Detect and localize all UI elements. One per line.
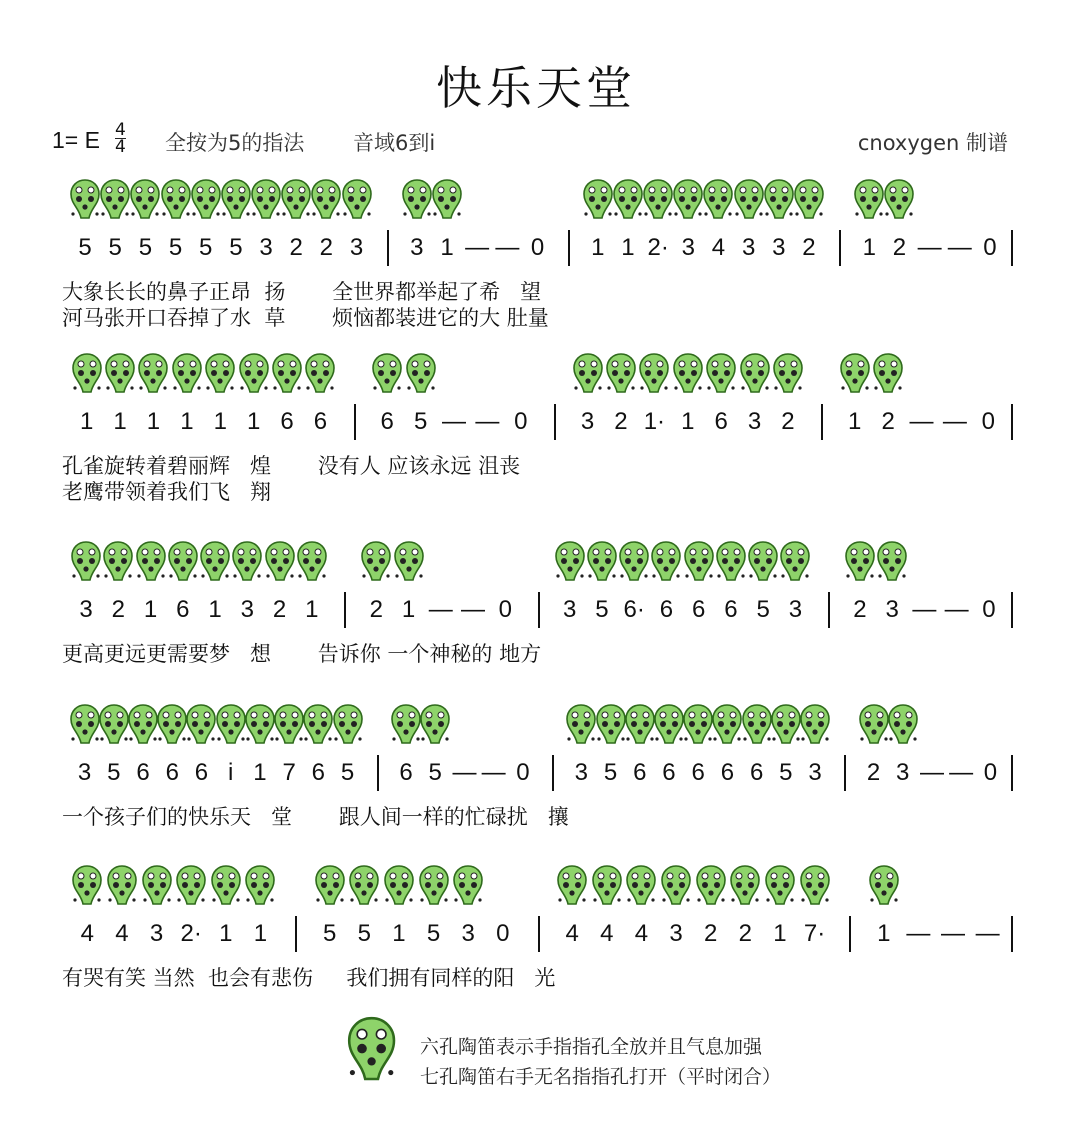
note: 6 (399, 759, 413, 786)
note: — (975, 920, 1000, 947)
ocarina-fingering-icon (839, 352, 871, 400)
barline (821, 404, 823, 440)
ocarina-fingering-icon (210, 864, 242, 912)
note: 6 (714, 408, 728, 435)
ocarina-fingering-icon (401, 178, 433, 226)
note: 3 (669, 920, 683, 947)
note: 5 (138, 234, 153, 261)
barline (538, 592, 540, 628)
ocarina-fingering-icon (431, 178, 463, 226)
note: 1 (253, 920, 268, 947)
ocarina-fingering-icon (70, 540, 102, 588)
note: 5 (413, 408, 428, 435)
ocarina-fingering-icon (672, 178, 704, 226)
note: 3 (349, 234, 364, 261)
ocarina-fingering-icon (650, 540, 682, 588)
note: 1 (862, 234, 876, 261)
note: 6 (176, 596, 190, 623)
barline (295, 916, 297, 952)
note: — (495, 234, 520, 261)
ocarina-fingering-icon (779, 540, 811, 588)
row-end-barline (1011, 592, 1013, 628)
ocarina-fingering-icon (137, 352, 169, 400)
note: 1 (401, 596, 416, 623)
ocarina-fingering-icon (605, 352, 637, 400)
note: 6 (724, 596, 738, 623)
ocarina-fingering-icon (127, 703, 159, 751)
note: 4 (565, 920, 579, 947)
ocarina-fingering-icon (868, 864, 900, 912)
note: 6 (165, 759, 179, 786)
note: 2 (781, 408, 795, 435)
note: 1 (253, 759, 267, 786)
note: 2· (647, 234, 669, 261)
barline (568, 230, 570, 266)
ocarina-fingering-icon (565, 703, 597, 751)
note: 5 (108, 234, 122, 261)
ocarina-fingering-icon (572, 352, 604, 400)
note: — (944, 596, 969, 623)
note: 6 (311, 759, 326, 786)
note: 1 (440, 234, 454, 261)
ocarina-fingering-icon (733, 178, 765, 226)
note: 0 (496, 920, 510, 947)
lyric-line-2: 老鹰带领着我们飞 翔 (62, 480, 272, 504)
ocarina-fingering-icon (390, 703, 422, 751)
note: — (461, 596, 486, 623)
note: 7· (803, 920, 826, 947)
ocarina-fingering-icon (858, 703, 890, 751)
note: 5 (78, 234, 92, 261)
ocarina-fingering-icon (383, 864, 415, 912)
note: 3 (259, 234, 273, 261)
ocarina-fingering-icon (141, 864, 173, 912)
note: 3 (896, 759, 910, 786)
note: 5 (426, 920, 441, 947)
ocarina-fingering-icon (624, 703, 656, 751)
ocarina-fingering-icon (185, 703, 217, 751)
note: 3 (77, 759, 92, 786)
barline (377, 755, 379, 791)
ocarina-fingering-icon (371, 352, 403, 400)
ocarina-fingering-icon (99, 178, 131, 226)
ocarina-fingering-icon (160, 178, 192, 226)
ocarina-fingering-icon (238, 352, 270, 400)
lyric-line-2: 河马张开口吞掉了水 草 烦恼都装进它的大 肚量 (62, 306, 549, 330)
ocarina-fingering-icon (672, 352, 704, 400)
note: — (428, 596, 453, 623)
note: 6 (380, 408, 394, 435)
ocarina-fingering-icon (69, 178, 101, 226)
ocarina-fingering-icon (104, 352, 136, 400)
note: 3 (772, 234, 786, 261)
ocarina-fingering-icon (660, 864, 692, 912)
note: 1 (180, 408, 194, 435)
note: — (947, 234, 972, 261)
ocarina-fingering-icon (71, 352, 103, 400)
note: 2 (272, 596, 287, 623)
ocarina-fingering-icon (799, 864, 831, 912)
ocarina-fingering-icon (199, 540, 231, 588)
key-signature: 1= E (52, 127, 100, 153)
note: 6 (749, 759, 764, 786)
note: 0 (983, 234, 997, 261)
ocarina-fingering-icon (106, 864, 138, 912)
note: 4 (80, 920, 94, 947)
ocarina-fingering-icon (156, 703, 188, 751)
fingering-note: 全按为5的指法 (165, 131, 305, 155)
note: 4 (115, 920, 129, 947)
note: 2 (703, 920, 718, 947)
ocarina-fingering-icon (71, 864, 103, 912)
ocarina-fingering-icon (872, 352, 904, 400)
time-signature (115, 122, 126, 155)
ocarina-fingering-icon (883, 178, 915, 226)
note: 2 (866, 759, 881, 786)
ocarina-fingering-icon (231, 540, 263, 588)
note: 1 (773, 920, 787, 947)
note: 1 (219, 920, 233, 947)
ocarina-fingering-icon (332, 703, 364, 751)
ocarina-fingering-icon (695, 864, 727, 912)
note: 3 (747, 408, 762, 435)
lyric-line-1: 大象长长的鼻子正昂 扬 全世界都举起了希 望 (62, 280, 542, 304)
ocarina-fingering-icon (799, 703, 831, 751)
ocarina-fingering-icon (418, 864, 450, 912)
note: 2 (289, 234, 303, 261)
lyric-line-1: 一个孩子们的快乐天 堂 跟人间一样的忙碌扰 攘 (62, 805, 569, 829)
note: 3 (574, 759, 588, 786)
ocarina-fingering-icon (683, 540, 715, 588)
note: 1 (591, 234, 605, 261)
note: 6 (313, 408, 328, 435)
note: 4 (600, 920, 614, 947)
note: 2 (738, 920, 752, 947)
ocarina-fingering-icon (770, 703, 802, 751)
ocarina-fingering-icon (612, 178, 644, 226)
ocarina-fingering-icon (190, 178, 222, 226)
note: 5 (107, 759, 121, 786)
barline (844, 755, 846, 791)
lyric-line-1: 孔雀旋转着碧丽辉 煌 没有人 应该永远 沮丧 (62, 454, 521, 478)
ocarina-fingering-icon (772, 352, 804, 400)
note: 2 (881, 408, 895, 435)
ocarina-fingering-icon (360, 540, 392, 588)
note: 6 (720, 759, 735, 786)
note: 2 (111, 596, 126, 623)
note: — (919, 759, 944, 786)
note: 5 (168, 234, 183, 261)
ocarina-fingering-icon (204, 352, 236, 400)
ocarina-fingering-icon (302, 703, 334, 751)
note: 1 (681, 408, 695, 435)
note: 4 (634, 920, 649, 947)
ocarina-fingering-icon (618, 540, 650, 588)
credit: cnoxygen 制谱 (857, 131, 1008, 155)
note: 1· (643, 408, 666, 435)
note: 5 (229, 234, 243, 261)
note: 6 (659, 596, 674, 623)
barline (344, 592, 346, 628)
ocarina-fingering-icon (98, 703, 130, 751)
ocarina-fingering-icon (452, 864, 484, 912)
ocarina-fingering-icon (310, 178, 342, 226)
note: 1 (143, 596, 158, 623)
legend-ocarina-icon (346, 1015, 397, 1089)
ocarina-fingering-icon (271, 352, 303, 400)
note: 6 (692, 596, 706, 623)
row-end-barline (1011, 230, 1013, 266)
ocarina-fingering-icon (711, 703, 743, 751)
note: 5 (357, 920, 372, 947)
note: — (906, 920, 931, 947)
note: 5 (603, 759, 618, 786)
note: 6 (662, 759, 676, 786)
ocarina-fingering-icon (69, 703, 101, 751)
note: — (941, 920, 966, 947)
ocarina-fingering-icon (586, 540, 618, 588)
note: 0 (981, 408, 995, 435)
barline (839, 230, 841, 266)
note: 5 (756, 596, 770, 623)
ocarina-fingering-icon (702, 178, 734, 226)
ocarina-fingering-icon (556, 864, 588, 912)
barline (849, 916, 851, 952)
note: 0 (983, 759, 998, 786)
ocarina-fingering-icon (175, 864, 207, 912)
note: 0 (530, 234, 545, 261)
note: 3 (808, 759, 822, 786)
ocarina-fingering-icon (304, 352, 336, 400)
time-sig-bottom: 4 (115, 137, 126, 157)
ocarina-fingering-icon (653, 703, 685, 751)
note: 5 (340, 759, 355, 786)
note: 0 (516, 759, 530, 786)
note: 5 (595, 596, 609, 623)
note: i (228, 759, 234, 786)
note: 1 (392, 920, 406, 947)
note: 1 (208, 596, 222, 623)
ocarina-fingering-icon (741, 703, 773, 751)
note: 5 (428, 759, 442, 786)
note: 5 (199, 234, 213, 261)
note: — (465, 234, 490, 261)
ocarina-fingering-icon (705, 352, 737, 400)
note: 1 (113, 408, 127, 435)
note: 3 (580, 408, 595, 435)
ocarina-fingering-icon (273, 703, 305, 751)
ocarina-fingering-icon (244, 864, 276, 912)
note: 3 (788, 596, 803, 623)
ocarina-fingering-icon (844, 540, 876, 588)
note: 3 (240, 596, 254, 623)
lyric-line-1: 更高更远更需要梦 想 告诉你 一个神秘的 地方 (62, 642, 542, 666)
note: 2· (180, 920, 202, 947)
note: 6 (136, 759, 150, 786)
barline (552, 755, 554, 791)
note: 3 (681, 234, 695, 261)
ocarina-fingering-icon (244, 703, 276, 751)
note: 3 (149, 920, 164, 947)
ocarina-fingering-icon (296, 540, 328, 588)
note: 2 (853, 596, 867, 623)
ocarina-fingering-icon (341, 178, 373, 226)
note: — (917, 234, 942, 261)
ocarina-fingering-icon (887, 703, 919, 751)
note: 1 (305, 596, 319, 623)
note: 5 (323, 920, 337, 947)
note: — (942, 408, 967, 435)
barline (354, 404, 356, 440)
ocarina-fingering-icon (102, 540, 134, 588)
legend-line-2: 七孔陶笛右手无名指指孔打开（平时闭合） (420, 1066, 782, 1088)
ocarina-fingering-icon (314, 864, 346, 912)
note: — (442, 408, 467, 435)
time-sig-top: 4 (115, 120, 126, 140)
note: — (452, 759, 477, 786)
note: 6 (633, 759, 647, 786)
note: 2 (614, 408, 628, 435)
ocarina-fingering-icon (625, 864, 657, 912)
ocarina-fingering-icon (171, 352, 203, 400)
ocarina-fingering-icon (554, 540, 586, 588)
note: 6 (280, 408, 294, 435)
note: 1 (848, 408, 862, 435)
note: 0 (498, 596, 512, 623)
note: 1 (80, 408, 94, 435)
ocarina-fingering-icon (642, 178, 674, 226)
ocarina-fingering-icon (595, 703, 627, 751)
note: 1 (621, 234, 635, 261)
song-title: 快乐天堂 (436, 61, 636, 115)
barline (828, 592, 830, 628)
ocarina-fingering-icon (582, 178, 614, 226)
note: 5 (779, 759, 793, 786)
ocarina-fingering-icon (348, 864, 380, 912)
row-end-barline (1011, 916, 1013, 952)
ocarina-fingering-icon (876, 540, 908, 588)
ocarina-fingering-icon (715, 540, 747, 588)
note: 3 (461, 920, 475, 947)
ocarina-fingering-icon (747, 540, 779, 588)
note: — (481, 759, 506, 786)
ocarina-fingering-icon (763, 178, 795, 226)
note: 7 (282, 759, 296, 786)
ocarina-fingering-icon (129, 178, 161, 226)
ocarina-fingering-icon (167, 540, 199, 588)
ocarina-fingering-icon (739, 352, 771, 400)
ocarina-fingering-icon (764, 864, 796, 912)
note: 1 (213, 408, 227, 435)
note: — (949, 759, 974, 786)
barline (554, 404, 556, 440)
ocarina-fingering-icon (853, 178, 885, 226)
ocarina-fingering-icon (250, 178, 282, 226)
note: 2 (369, 596, 383, 623)
barline (538, 916, 540, 952)
ocarina-fingering-icon (280, 178, 312, 226)
ocarina-fingering-icon (135, 540, 167, 588)
note: 3 (741, 234, 756, 261)
note: 3 (410, 234, 424, 261)
note: 0 (514, 408, 528, 435)
ocarina-fingering-icon (405, 352, 437, 400)
ocarina-fingering-icon (638, 352, 670, 400)
note: 3 (885, 596, 899, 623)
note: 2 (802, 234, 816, 261)
ocarina-fingering-icon (591, 864, 623, 912)
note: 1 (146, 408, 161, 435)
note: 4 (711, 234, 726, 261)
range-note: 音域6到i (353, 131, 436, 155)
ocarina-fingering-icon (682, 703, 714, 751)
ocarina-fingering-icon (419, 703, 451, 751)
note: 0 (982, 596, 996, 623)
note: 6 (691, 759, 705, 786)
ocarina-fingering-icon (729, 864, 761, 912)
note: — (909, 408, 934, 435)
row-end-barline (1011, 755, 1013, 791)
row-end-barline (1011, 404, 1013, 440)
note: 3 (563, 596, 577, 623)
ocarina-fingering-icon (264, 540, 296, 588)
note: 6· (623, 596, 645, 623)
note: — (475, 408, 500, 435)
ocarina-fingering-icon (215, 703, 247, 751)
ocarina-fingering-icon (793, 178, 825, 226)
note: 3 (79, 596, 93, 623)
note: 2 (892, 234, 907, 261)
note: 1 (877, 920, 891, 947)
note: 6 (194, 759, 209, 786)
legend-line-1: 六孔陶笛表示手指指孔全放并且气息加强 (420, 1036, 763, 1058)
barline (387, 230, 389, 266)
lyric-line-1: 有哭有笑 当然 也会有悲伤 我们拥有同样的阳 光 (62, 966, 556, 990)
note: 2 (319, 234, 334, 261)
ocarina-fingering-icon (393, 540, 425, 588)
note: — (912, 596, 937, 623)
ocarina-fingering-icon (220, 178, 252, 226)
note: 1 (246, 408, 261, 435)
